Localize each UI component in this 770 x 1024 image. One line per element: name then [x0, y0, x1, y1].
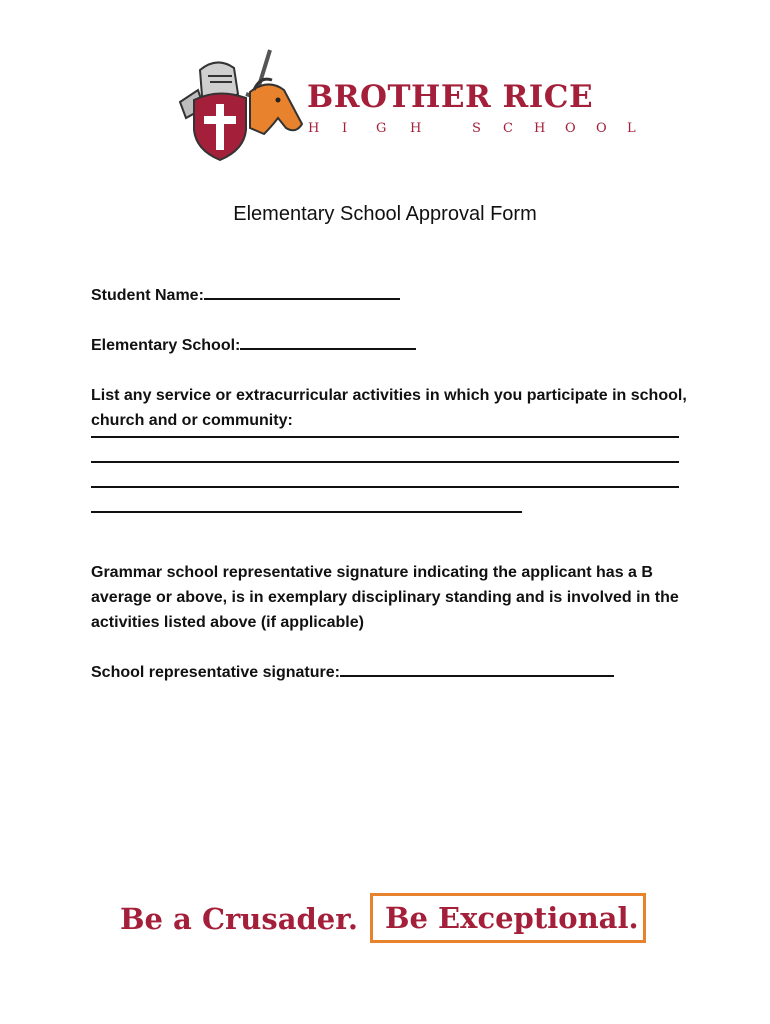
activities-line[interactable]: [91, 436, 679, 438]
activities-prompt: List any service or extracurricular activities in which you participate in school, church and or community:: [91, 387, 687, 429]
grammar-school-statement: Grammar school representative signature indicating the applicant has a B average or above, is in exemplary disciplinary standing and is involved in the activities listed above (if applicable): [91, 564, 679, 631]
subtitle-letter: O: [565, 121, 576, 136]
school-subtitle: [308, 122, 641, 135]
student-name-blank[interactable]: [204, 284, 400, 300]
subtitle-letter: I: [342, 121, 348, 136]
school-name: BROTHER RICE: [307, 79, 594, 115]
activities-line[interactable]: [91, 511, 522, 513]
tagline-crusader: Be a Crusader.: [120, 902, 358, 936]
activities-lines[interactable]: [91, 436, 679, 536]
subtitle-letter: O: [596, 121, 607, 136]
signature-label: School representative signature:: [91, 664, 340, 681]
form-title: Elementary School Approval Form: [233, 203, 537, 225]
subtitle-letter: L: [627, 121, 636, 136]
signature-blank[interactable]: [340, 661, 614, 677]
student-name-field[interactable]: [91, 283, 400, 308]
footer-tagline: [120, 893, 660, 949]
subtitle-letter: S: [472, 121, 481, 136]
elementary-school-blank[interactable]: [240, 334, 416, 350]
student-name-label: Student Name:: [91, 287, 204, 304]
signature-field[interactable]: [91, 660, 614, 685]
subtitle-letter: C: [503, 121, 513, 136]
activities-line[interactable]: [91, 461, 679, 463]
elementary-school-field[interactable]: [91, 333, 416, 358]
subtitle-letter: H: [534, 121, 546, 136]
tagline-exceptional-box: [370, 893, 646, 943]
subtitle-letter: H: [410, 121, 422, 136]
subtitle-letter: G: [376, 121, 387, 136]
crusader-knight-horse-icon: [172, 42, 307, 162]
school-logo: [172, 42, 636, 162]
activities-line[interactable]: [91, 486, 679, 488]
elementary-school-label: Elementary School:: [91, 337, 241, 354]
tagline-exceptional: Be Exceptional.: [385, 901, 639, 935]
subtitle-letter: H: [308, 121, 320, 136]
